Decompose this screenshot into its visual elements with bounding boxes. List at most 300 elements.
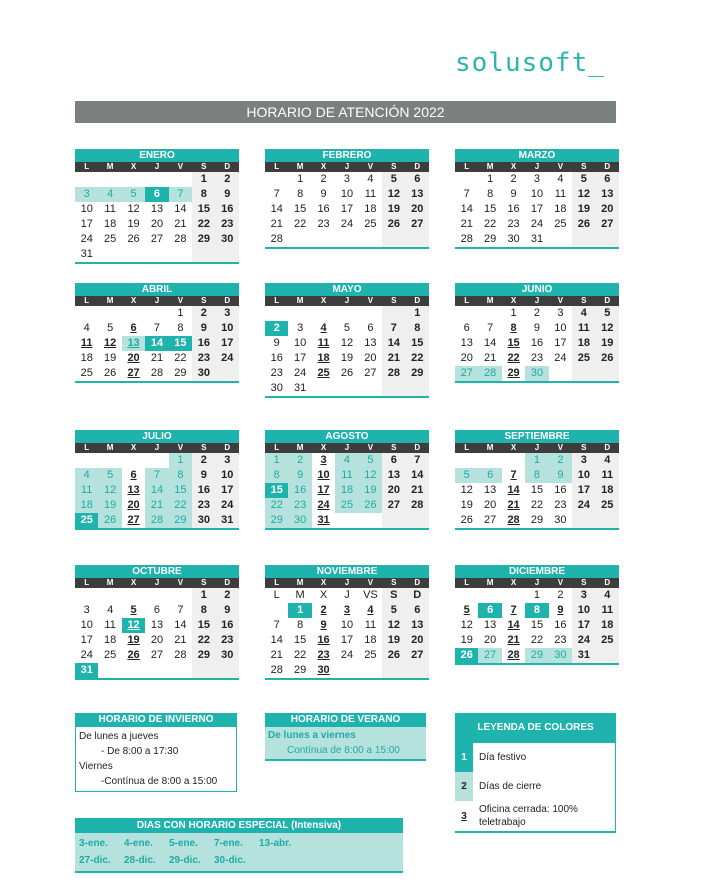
day-cell: 15 bbox=[169, 336, 192, 351]
day-cell: 5 bbox=[359, 453, 382, 468]
day-cell: M bbox=[295, 589, 305, 601]
day-cell bbox=[359, 663, 382, 678]
month-divider bbox=[75, 381, 239, 383]
day-cell: 16 bbox=[554, 484, 567, 496]
day-cell: 28 bbox=[150, 367, 164, 379]
day-grid bbox=[455, 306, 619, 381]
day-cell: 11 bbox=[80, 337, 93, 349]
day-cell: 7 bbox=[510, 604, 517, 616]
day-cell: 12 bbox=[340, 337, 354, 349]
day-cell: 15 bbox=[484, 203, 497, 215]
weekday-label: S bbox=[391, 578, 397, 587]
day-cell: 27 bbox=[406, 648, 429, 663]
day-cell bbox=[382, 306, 405, 321]
day-cell: 7 bbox=[153, 322, 161, 334]
day-cell: 6 bbox=[406, 603, 429, 618]
day-cell: 7 bbox=[177, 604, 184, 616]
day-cell: 1 bbox=[192, 172, 215, 187]
day-cell: 10 bbox=[294, 337, 307, 349]
day-cell: 11 bbox=[104, 203, 116, 215]
day-cell bbox=[502, 453, 525, 468]
day-cell: 4 bbox=[596, 453, 619, 468]
day-cell: 24 bbox=[216, 351, 239, 366]
day-cell: 14 bbox=[270, 634, 283, 646]
day-cell: 17 bbox=[340, 634, 354, 646]
day-cell: 10 bbox=[80, 203, 93, 215]
day-cell: 31 bbox=[216, 513, 239, 528]
day-cell: 18 bbox=[75, 498, 98, 513]
weekday-label: X bbox=[130, 443, 137, 452]
day-cell bbox=[122, 453, 145, 468]
weekday-label: D bbox=[414, 296, 421, 305]
day-cell: 2 bbox=[265, 321, 288, 336]
weekday-label: M bbox=[106, 443, 114, 452]
day-cell: 11 bbox=[75, 483, 98, 498]
day-cell: 27 bbox=[382, 498, 405, 513]
winter-line: Viernes bbox=[79, 761, 113, 772]
day-cell bbox=[192, 663, 215, 678]
weekday-label: D bbox=[604, 443, 611, 452]
day-cell: 5 bbox=[463, 604, 470, 616]
weekday-label: M bbox=[486, 443, 494, 452]
day-cell: 1 bbox=[265, 453, 288, 468]
day-cell: 24 bbox=[572, 633, 595, 648]
weekday-label: J bbox=[154, 578, 160, 587]
winter-line: De lunes a jueves bbox=[79, 731, 159, 742]
day-cell: 16 bbox=[317, 203, 330, 215]
weekday-label: V bbox=[557, 578, 564, 587]
day-cell: 20 bbox=[596, 202, 619, 217]
day-cell: 7 bbox=[510, 469, 517, 481]
day-cell bbox=[382, 513, 405, 528]
day-cell: 21 bbox=[406, 483, 429, 498]
day-grid bbox=[75, 172, 239, 262]
day-cell bbox=[169, 588, 192, 603]
day-cell: 6 bbox=[596, 172, 619, 187]
day-cell: 15 bbox=[507, 337, 520, 349]
weekday-label: L bbox=[274, 162, 280, 171]
day-cell bbox=[98, 172, 121, 187]
day-grid bbox=[265, 453, 429, 528]
day-cell: 30 bbox=[192, 513, 215, 528]
day-cell: 31 bbox=[572, 648, 595, 663]
day-cell: 3 bbox=[343, 173, 351, 185]
day-cell bbox=[335, 306, 358, 321]
day-cell: 25 bbox=[335, 498, 358, 513]
day-cell: 11 bbox=[364, 619, 377, 631]
weekday-label: L bbox=[84, 578, 90, 587]
weekday-label: J bbox=[154, 296, 160, 305]
day-cell bbox=[382, 663, 405, 678]
day-cell: 10 bbox=[554, 322, 567, 334]
day-cell: 5 bbox=[382, 603, 405, 618]
day-cell: 18 bbox=[335, 483, 358, 498]
day-cell: D bbox=[406, 588, 429, 603]
weekday-label: L bbox=[84, 443, 90, 452]
day-cell: 19 bbox=[104, 352, 117, 364]
day-cell: 5 bbox=[572, 172, 595, 187]
day-cell: 30 bbox=[549, 648, 572, 663]
day-cell bbox=[335, 381, 358, 396]
day-cell: 13 bbox=[150, 619, 164, 631]
day-cell: 30 bbox=[270, 382, 283, 394]
day-cell: 2 bbox=[549, 453, 572, 468]
day-cell: 13 bbox=[484, 484, 497, 496]
day-cell: 29 bbox=[484, 233, 497, 245]
day-cell bbox=[265, 172, 288, 187]
day-cell: 11 bbox=[596, 603, 619, 618]
day-cell: 4 bbox=[367, 604, 374, 616]
weekday-label: L bbox=[464, 578, 470, 587]
day-cell: 16 bbox=[216, 202, 239, 217]
day-cell: 15 bbox=[406, 336, 429, 351]
weekday-header bbox=[265, 443, 429, 453]
day-cell: 20 bbox=[364, 352, 377, 364]
weekday-label: V bbox=[557, 443, 564, 452]
weekday-label: S bbox=[581, 578, 587, 587]
day-cell: 25 bbox=[596, 633, 619, 648]
day-cell: 18 bbox=[104, 218, 117, 230]
day-cell bbox=[145, 247, 168, 262]
day-cell: 26 bbox=[572, 217, 595, 232]
day-cell: 17 bbox=[317, 484, 330, 496]
weekday-label: M bbox=[106, 296, 114, 305]
day-cell: 26 bbox=[382, 648, 405, 663]
day-cell: 21 bbox=[270, 649, 283, 661]
month-title: DICIEMBRE bbox=[455, 565, 619, 578]
day-cell: 26 bbox=[104, 367, 117, 379]
weekday-label: J bbox=[534, 296, 540, 305]
day-grid bbox=[265, 306, 429, 396]
day-cell: 23 bbox=[554, 634, 567, 646]
day-cell: 12 bbox=[359, 468, 382, 483]
day-cell: X bbox=[319, 589, 328, 601]
day-cell: 17 bbox=[340, 203, 354, 215]
weekday-label: X bbox=[130, 296, 137, 305]
winter-schedule bbox=[75, 713, 237, 792]
weekday-label: J bbox=[344, 296, 350, 305]
weekday-label: S bbox=[581, 162, 587, 171]
day-cell: 22 bbox=[484, 218, 497, 230]
day-cell: 22 bbox=[530, 634, 544, 646]
weekday-header bbox=[455, 162, 619, 172]
day-cell: 6 bbox=[145, 187, 168, 202]
day-cell: 29 bbox=[406, 366, 429, 381]
special-date: 27-dic. bbox=[79, 855, 111, 866]
day-cell: S bbox=[382, 588, 405, 603]
day-cell: 17 bbox=[80, 218, 93, 230]
special-date: 13-abr. bbox=[259, 838, 292, 849]
day-cell: 2 bbox=[216, 588, 239, 603]
weekday-label: J bbox=[534, 578, 540, 587]
day-grid bbox=[265, 172, 429, 247]
day-cell: 25 bbox=[364, 649, 377, 661]
day-cell: 10 bbox=[530, 188, 544, 200]
weekday-header bbox=[75, 578, 239, 588]
day-cell: 9 bbox=[549, 468, 572, 483]
month-title: JULIO bbox=[75, 430, 239, 443]
day-cell bbox=[382, 232, 405, 247]
day-cell: 13 bbox=[382, 468, 405, 483]
day-cell: 19 bbox=[382, 633, 405, 648]
day-cell bbox=[455, 172, 478, 187]
day-cell: 29 bbox=[174, 367, 187, 379]
day-cell: 16 bbox=[288, 483, 311, 498]
day-cell: 20 bbox=[406, 202, 429, 217]
day-cell: 5 bbox=[98, 468, 121, 483]
day-cell: 6 bbox=[130, 322, 137, 334]
month-divider bbox=[75, 678, 239, 680]
day-cell: 30 bbox=[507, 233, 520, 245]
weekday-label: X bbox=[510, 296, 517, 305]
day-cell: 25 bbox=[317, 367, 330, 379]
day-cell: 17 bbox=[572, 618, 595, 633]
day-cell: 10 bbox=[317, 469, 330, 481]
weekday-header bbox=[455, 578, 619, 588]
day-cell: 10 bbox=[216, 468, 239, 483]
day-cell: 11 bbox=[104, 619, 116, 631]
day-cell bbox=[596, 232, 619, 247]
month-mayo bbox=[265, 283, 429, 398]
day-cell bbox=[596, 648, 619, 663]
day-cell: 10 bbox=[80, 619, 93, 631]
month-divider bbox=[455, 663, 619, 665]
special-date: 28-dic. bbox=[124, 855, 156, 866]
day-cell: 22 bbox=[174, 352, 187, 364]
summer-line: De lunes a viernes bbox=[268, 730, 356, 741]
month-septiembre bbox=[455, 430, 619, 530]
day-cell: 2 bbox=[557, 589, 564, 601]
day-cell bbox=[145, 588, 168, 603]
day-cell bbox=[549, 232, 572, 247]
day-cell: 23 bbox=[288, 498, 311, 513]
day-cell: 18 bbox=[596, 618, 619, 633]
day-cell: 23 bbox=[507, 218, 520, 230]
color-legend bbox=[455, 713, 616, 833]
weekday-label: V bbox=[557, 162, 564, 171]
day-cell: 26 bbox=[127, 649, 140, 661]
month-title: ENERO bbox=[75, 149, 239, 162]
day-cell: 18 bbox=[572, 336, 595, 351]
day-cell: 14 bbox=[484, 337, 497, 349]
day-cell: 14 bbox=[174, 203, 187, 215]
day-cell bbox=[596, 366, 619, 381]
day-cell: 16 bbox=[507, 203, 520, 215]
day-cell: 25 bbox=[554, 218, 567, 230]
day-cell: 10 bbox=[572, 468, 595, 483]
month-agosto bbox=[265, 430, 429, 530]
day-cell: 3 bbox=[320, 454, 327, 466]
day-cell: 3 bbox=[297, 322, 304, 334]
day-cell: 15 bbox=[169, 483, 192, 498]
day-cell bbox=[98, 663, 121, 678]
day-cell bbox=[455, 588, 478, 603]
day-cell: 28 bbox=[174, 649, 187, 661]
month-title: MAYO bbox=[265, 283, 429, 296]
month-title: OCTUBRE bbox=[75, 565, 239, 578]
special-date: 29-dic. bbox=[169, 855, 201, 866]
day-cell: 9 bbox=[320, 619, 327, 631]
day-cell: 16 bbox=[216, 618, 239, 633]
day-cell bbox=[216, 366, 239, 381]
day-cell: 5 bbox=[455, 468, 478, 483]
weekday-label: V bbox=[367, 162, 374, 171]
day-cell: 22 bbox=[192, 633, 215, 648]
month-abril bbox=[75, 283, 239, 383]
day-cell: 9 bbox=[288, 468, 311, 483]
day-cell: 30 bbox=[216, 648, 239, 663]
day-cell: 6 bbox=[463, 322, 470, 334]
day-cell bbox=[478, 453, 501, 468]
weekday-label: M bbox=[296, 296, 304, 305]
day-cell: 9 bbox=[320, 188, 327, 200]
day-cell bbox=[98, 588, 121, 603]
day-cell: 20 bbox=[150, 634, 164, 646]
day-cell: 13 bbox=[406, 618, 429, 633]
day-cell: 3 bbox=[572, 453, 595, 468]
day-cell bbox=[549, 366, 572, 381]
weekday-label: S bbox=[391, 296, 397, 305]
legend-swatch-holiday: 1 bbox=[455, 743, 473, 772]
day-cell: 27 bbox=[150, 649, 164, 661]
day-cell: 29 bbox=[192, 232, 215, 247]
day-cell bbox=[406, 513, 429, 528]
day-cell: 1 bbox=[192, 588, 215, 603]
day-cell bbox=[145, 306, 168, 321]
day-cell: 7 bbox=[145, 468, 168, 483]
day-cell: 11 bbox=[554, 188, 567, 200]
weekday-label: D bbox=[224, 443, 231, 452]
day-cell bbox=[406, 232, 429, 247]
weekday-label: J bbox=[534, 162, 540, 171]
weekday-label: S bbox=[581, 296, 587, 305]
day-cell: 19 bbox=[127, 634, 140, 646]
day-cell: 28 bbox=[507, 649, 520, 661]
weekday-label: V bbox=[557, 296, 564, 305]
day-cell: 20 bbox=[406, 633, 429, 648]
day-cell: 22 bbox=[265, 498, 288, 513]
month-junio bbox=[455, 283, 619, 383]
day-cell: 5 bbox=[130, 604, 137, 616]
month-title: FEBRERO bbox=[265, 149, 429, 162]
weekday-label: V bbox=[177, 443, 184, 452]
special-date: 30-dic. bbox=[214, 855, 246, 866]
day-cell: 4 bbox=[572, 306, 595, 321]
day-cell: 3 bbox=[216, 306, 239, 321]
day-cell bbox=[98, 247, 121, 262]
day-cell: 12 bbox=[98, 483, 121, 498]
day-cell bbox=[169, 172, 192, 187]
day-cell: 15 bbox=[294, 634, 307, 646]
weekday-label: J bbox=[154, 162, 160, 171]
day-cell: 13 bbox=[596, 187, 619, 202]
weekday-label: S bbox=[391, 162, 397, 171]
day-cell: 8 bbox=[487, 188, 494, 200]
weekday-label: D bbox=[224, 578, 231, 587]
month-title: MARZO bbox=[455, 149, 619, 162]
day-cell bbox=[75, 588, 98, 603]
day-cell: 27 bbox=[150, 233, 164, 245]
company-logo: solusoft_ bbox=[455, 48, 605, 78]
day-cell: 24 bbox=[530, 218, 544, 230]
weekday-label: M bbox=[486, 162, 494, 171]
day-cell: 1 bbox=[297, 173, 304, 185]
day-cell: 14 bbox=[460, 203, 473, 215]
day-cell bbox=[288, 232, 311, 247]
day-cell: L bbox=[273, 589, 280, 601]
day-cell: 18 bbox=[364, 203, 377, 215]
day-cell: 7 bbox=[169, 187, 192, 202]
day-cell: 14 bbox=[382, 336, 405, 351]
day-cell: 3 bbox=[343, 604, 351, 616]
weekday-label: V bbox=[367, 443, 374, 452]
month-divider bbox=[265, 247, 429, 249]
day-cell: 9 bbox=[533, 322, 541, 334]
day-cell: 31 bbox=[317, 514, 330, 526]
day-cell: 19 bbox=[359, 483, 382, 498]
winter-line: -Contínua de 8:00 a 15:00 bbox=[101, 776, 218, 787]
day-cell: 4 bbox=[107, 604, 114, 616]
day-cell: 9 bbox=[216, 603, 239, 618]
weekday-label: D bbox=[224, 162, 231, 171]
day-cell: 28 bbox=[507, 514, 520, 526]
weekday-label: X bbox=[320, 578, 327, 587]
weekday-label: D bbox=[414, 578, 421, 587]
day-cell: 30 bbox=[288, 513, 311, 528]
day-cell: 8 bbox=[177, 322, 184, 334]
day-cell: 22 bbox=[169, 498, 192, 513]
day-cell: 5 bbox=[596, 306, 619, 321]
day-cell: 29 bbox=[507, 367, 520, 379]
month-divider bbox=[455, 381, 619, 383]
month-title: NOVIEMBRE bbox=[265, 565, 429, 578]
day-cell: 16 bbox=[317, 634, 330, 646]
day-cell: 7 bbox=[463, 188, 470, 200]
day-cell: 13 bbox=[460, 337, 473, 349]
day-cell: 19 bbox=[460, 499, 473, 511]
day-cell: 31 bbox=[80, 248, 93, 260]
weekday-label: X bbox=[510, 578, 517, 587]
weekday-label: X bbox=[320, 296, 327, 305]
day-cell bbox=[406, 663, 429, 678]
day-cell: 9 bbox=[192, 321, 215, 336]
day-cell: 26 bbox=[596, 351, 619, 366]
day-cell: 1 bbox=[177, 307, 184, 319]
weekday-label: L bbox=[84, 296, 90, 305]
day-cell: 1 bbox=[533, 589, 541, 601]
day-cell: 27 bbox=[406, 217, 429, 232]
summer-title: HORARIO DE VERANO bbox=[265, 713, 426, 727]
day-cell: 7 bbox=[382, 321, 405, 336]
day-cell: 7 bbox=[273, 188, 280, 200]
day-grid bbox=[455, 588, 619, 663]
weekday-label: V bbox=[367, 296, 374, 305]
day-cell: 28 bbox=[270, 233, 283, 245]
day-cell: 14 bbox=[507, 484, 520, 496]
day-cell: 12 bbox=[127, 203, 140, 215]
day-cell: 15 bbox=[530, 484, 544, 496]
day-cell bbox=[359, 381, 382, 396]
day-cell: 29 bbox=[530, 514, 544, 526]
day-cell: 5 bbox=[122, 187, 145, 202]
day-cell: 24 bbox=[340, 649, 354, 661]
day-cell: 25 bbox=[572, 351, 595, 366]
legend-label: Oficina cerrada: 100% teletrabajo bbox=[479, 804, 578, 828]
day-cell: 24 bbox=[216, 498, 239, 513]
day-cell: 15 bbox=[530, 619, 544, 631]
month-title: AGOSTO bbox=[265, 430, 429, 443]
day-cell: 12 bbox=[382, 187, 405, 202]
